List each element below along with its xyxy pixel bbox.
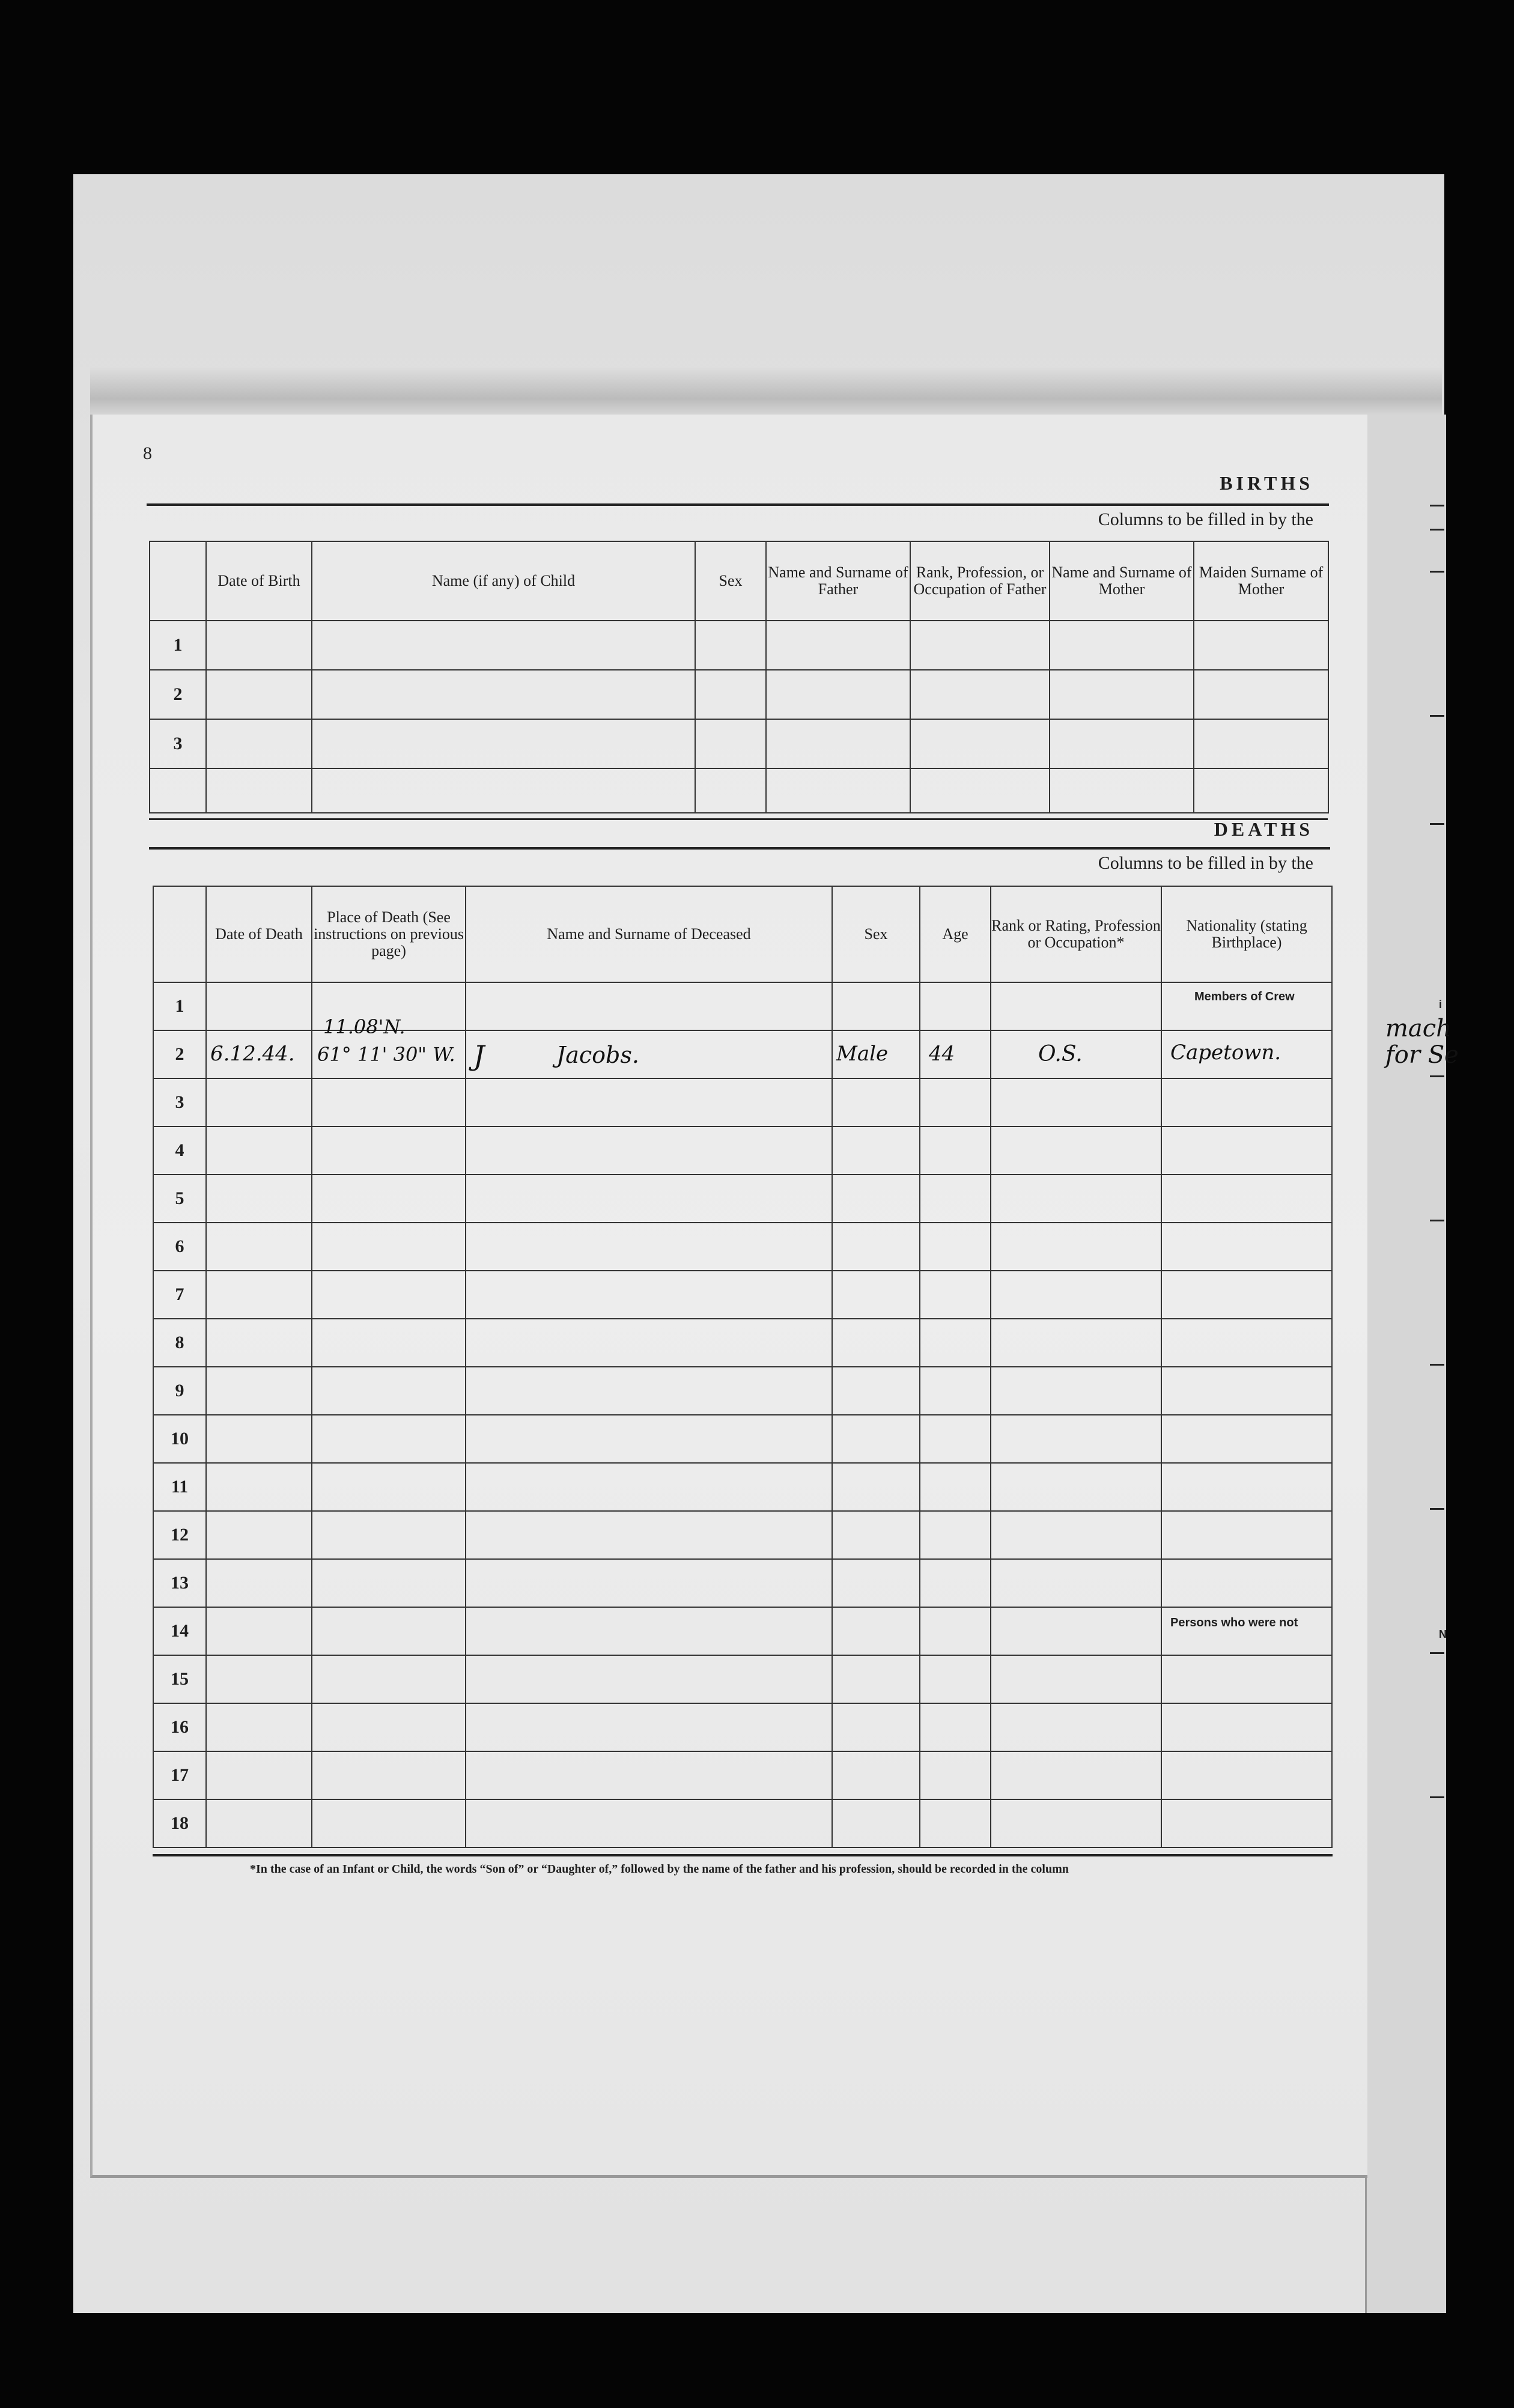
members-of-crew-note: Members of Crew (1194, 990, 1295, 1003)
adjacent-rule (1430, 1364, 1444, 1366)
deaths-row-number: 17 (153, 1751, 206, 1799)
deaths-header-nationality: Nationality (stating Birthplace) (1161, 886, 1332, 982)
table-row (153, 1078, 1332, 1126)
deaths-row-number: 12 (153, 1511, 206, 1559)
deaths-header-number (153, 886, 206, 982)
footnote: *In the case of an Infant or Child, the words “Son of” or “Daughter of,” followed by the name of the father and his profession, should be recorded in the column (250, 1862, 1069, 1876)
deaths-row-number: 3 (153, 1078, 206, 1126)
births-header-child-name: Name (if any) of Child (312, 541, 695, 621)
adjacent-rule (1430, 823, 1444, 825)
births-row-number (150, 768, 206, 813)
adjacent-page-fragment-n: N (1439, 1628, 1447, 1640)
deaths-row-number: 1 (153, 982, 206, 1030)
table-row (153, 1511, 1332, 1559)
persons-who-were-not-note: Persons who were not (1170, 1616, 1298, 1629)
adjacent-page-handwriting (1385, 1015, 1459, 1068)
adjacent-rule (1430, 1220, 1444, 1221)
births-header-father: Name and Surname of Father (766, 541, 910, 621)
table-row (153, 1703, 1332, 1751)
page-number: 8 (143, 443, 152, 463)
adjacent-rule (1430, 1075, 1444, 1077)
adjacent-rule (1430, 505, 1444, 506)
deaths-row-number: 2 (153, 1030, 206, 1078)
deaths-subheading: Columns to be filled in by the (1098, 853, 1313, 873)
deaths-header-place: Place of Death (See instructions on previous page) (312, 886, 466, 982)
deaths-row-number: 8 (153, 1319, 206, 1367)
deaths-table (153, 886, 1333, 1848)
deaths-row-number: 7 (153, 1271, 206, 1319)
table-row (153, 1175, 1332, 1223)
entry-rating: O.S. (1038, 1042, 1083, 1066)
entry-date: 6.12.44. (210, 1042, 295, 1066)
entry-surname: Jacobs. (556, 1042, 639, 1068)
births-header-date: Date of Birth (206, 541, 312, 621)
deaths-header-sex: Sex (832, 886, 920, 982)
table-row (153, 1799, 1332, 1847)
adjacent-rule (1430, 715, 1444, 717)
births-subheading: Columns to be filled in by the (1098, 509, 1313, 529)
deaths-header-name: Name and Surname of Deceased (466, 886, 832, 982)
entry-place-latitude: 11.08'N. (323, 1015, 406, 1038)
table-row (153, 1030, 1332, 1078)
table-row (153, 1126, 1332, 1175)
deaths-row-number: 13 (153, 1559, 206, 1607)
entry-sex: Male (836, 1042, 889, 1066)
table-row (153, 1559, 1332, 1607)
deaths-header-date: Date of Death (206, 886, 312, 982)
adjacent-rule (1430, 571, 1444, 573)
fold-shadow (90, 366, 1442, 421)
births-header-number (150, 541, 206, 621)
table-row (153, 1319, 1332, 1367)
adjacent-rule (1430, 1508, 1444, 1510)
deaths-title: DEATHS (1214, 818, 1313, 840)
births-row-number: 2 (150, 670, 206, 719)
births-header-sex: Sex (695, 541, 766, 621)
adjacent-rule (1430, 529, 1444, 531)
births-header-mother-maiden: Maiden Surname of Mother (1194, 541, 1328, 621)
table-row (153, 1607, 1332, 1655)
table-row (153, 1463, 1332, 1511)
births-bottom-rule (149, 818, 1328, 820)
deaths-header-rating: Rank or Rating, Profession or Occupation* (991, 886, 1161, 982)
entry-initial: J (473, 1039, 485, 1072)
deaths-row-number: 16 (153, 1703, 206, 1751)
deaths-row-number: 6 (153, 1223, 206, 1271)
adjacent-handwriting-line2: for Se (1385, 1041, 1459, 1069)
adjacent-rule (1430, 1796, 1444, 1798)
table-row (153, 1415, 1332, 1463)
table-row (153, 1655, 1332, 1703)
births-top-rule (147, 503, 1329, 506)
deaths-row-number: 9 (153, 1367, 206, 1415)
entry-place-longitude: 61° 11' 30" W. (317, 1043, 455, 1066)
births-header-father-occupation: Rank, Profession, or Occupation of Father (910, 541, 1050, 621)
adjacent-handwriting-line1: mach (1385, 1015, 1452, 1042)
deaths-row-number: 11 (153, 1463, 206, 1511)
table-row (150, 768, 1328, 813)
deaths-row-number: 15 (153, 1655, 206, 1703)
births-title: BIRTHS (1220, 472, 1313, 494)
register-page (90, 415, 1367, 2178)
table-row (153, 1271, 1332, 1319)
births-table (149, 541, 1329, 813)
deaths-row-number: 14 (153, 1607, 206, 1655)
births-row-number: 3 (150, 719, 206, 768)
adjacent-rule (1430, 1652, 1444, 1654)
deaths-row-number: 10 (153, 1415, 206, 1463)
births-row-number: 1 (150, 621, 206, 670)
deaths-row-number: 4 (153, 1126, 206, 1175)
births-header-mother: Name and Surname of Mother (1050, 541, 1194, 621)
deaths-bottom-rule (153, 1854, 1333, 1856)
deaths-header-age: Age (920, 886, 991, 982)
table-row (150, 670, 1328, 719)
entry-nationality: Capetown. (1170, 1041, 1281, 1065)
adjacent-page-fragment: i (1439, 999, 1443, 1011)
table-row (153, 1751, 1332, 1799)
deaths-top-rule (149, 847, 1330, 850)
table-row (150, 719, 1328, 768)
table-row (153, 1367, 1332, 1415)
deaths-row-number: 18 (153, 1799, 206, 1847)
deaths-row-number: 5 (153, 1175, 206, 1223)
table-row (150, 621, 1328, 670)
entry-age: 44 (929, 1042, 955, 1066)
table-row (153, 1223, 1332, 1271)
